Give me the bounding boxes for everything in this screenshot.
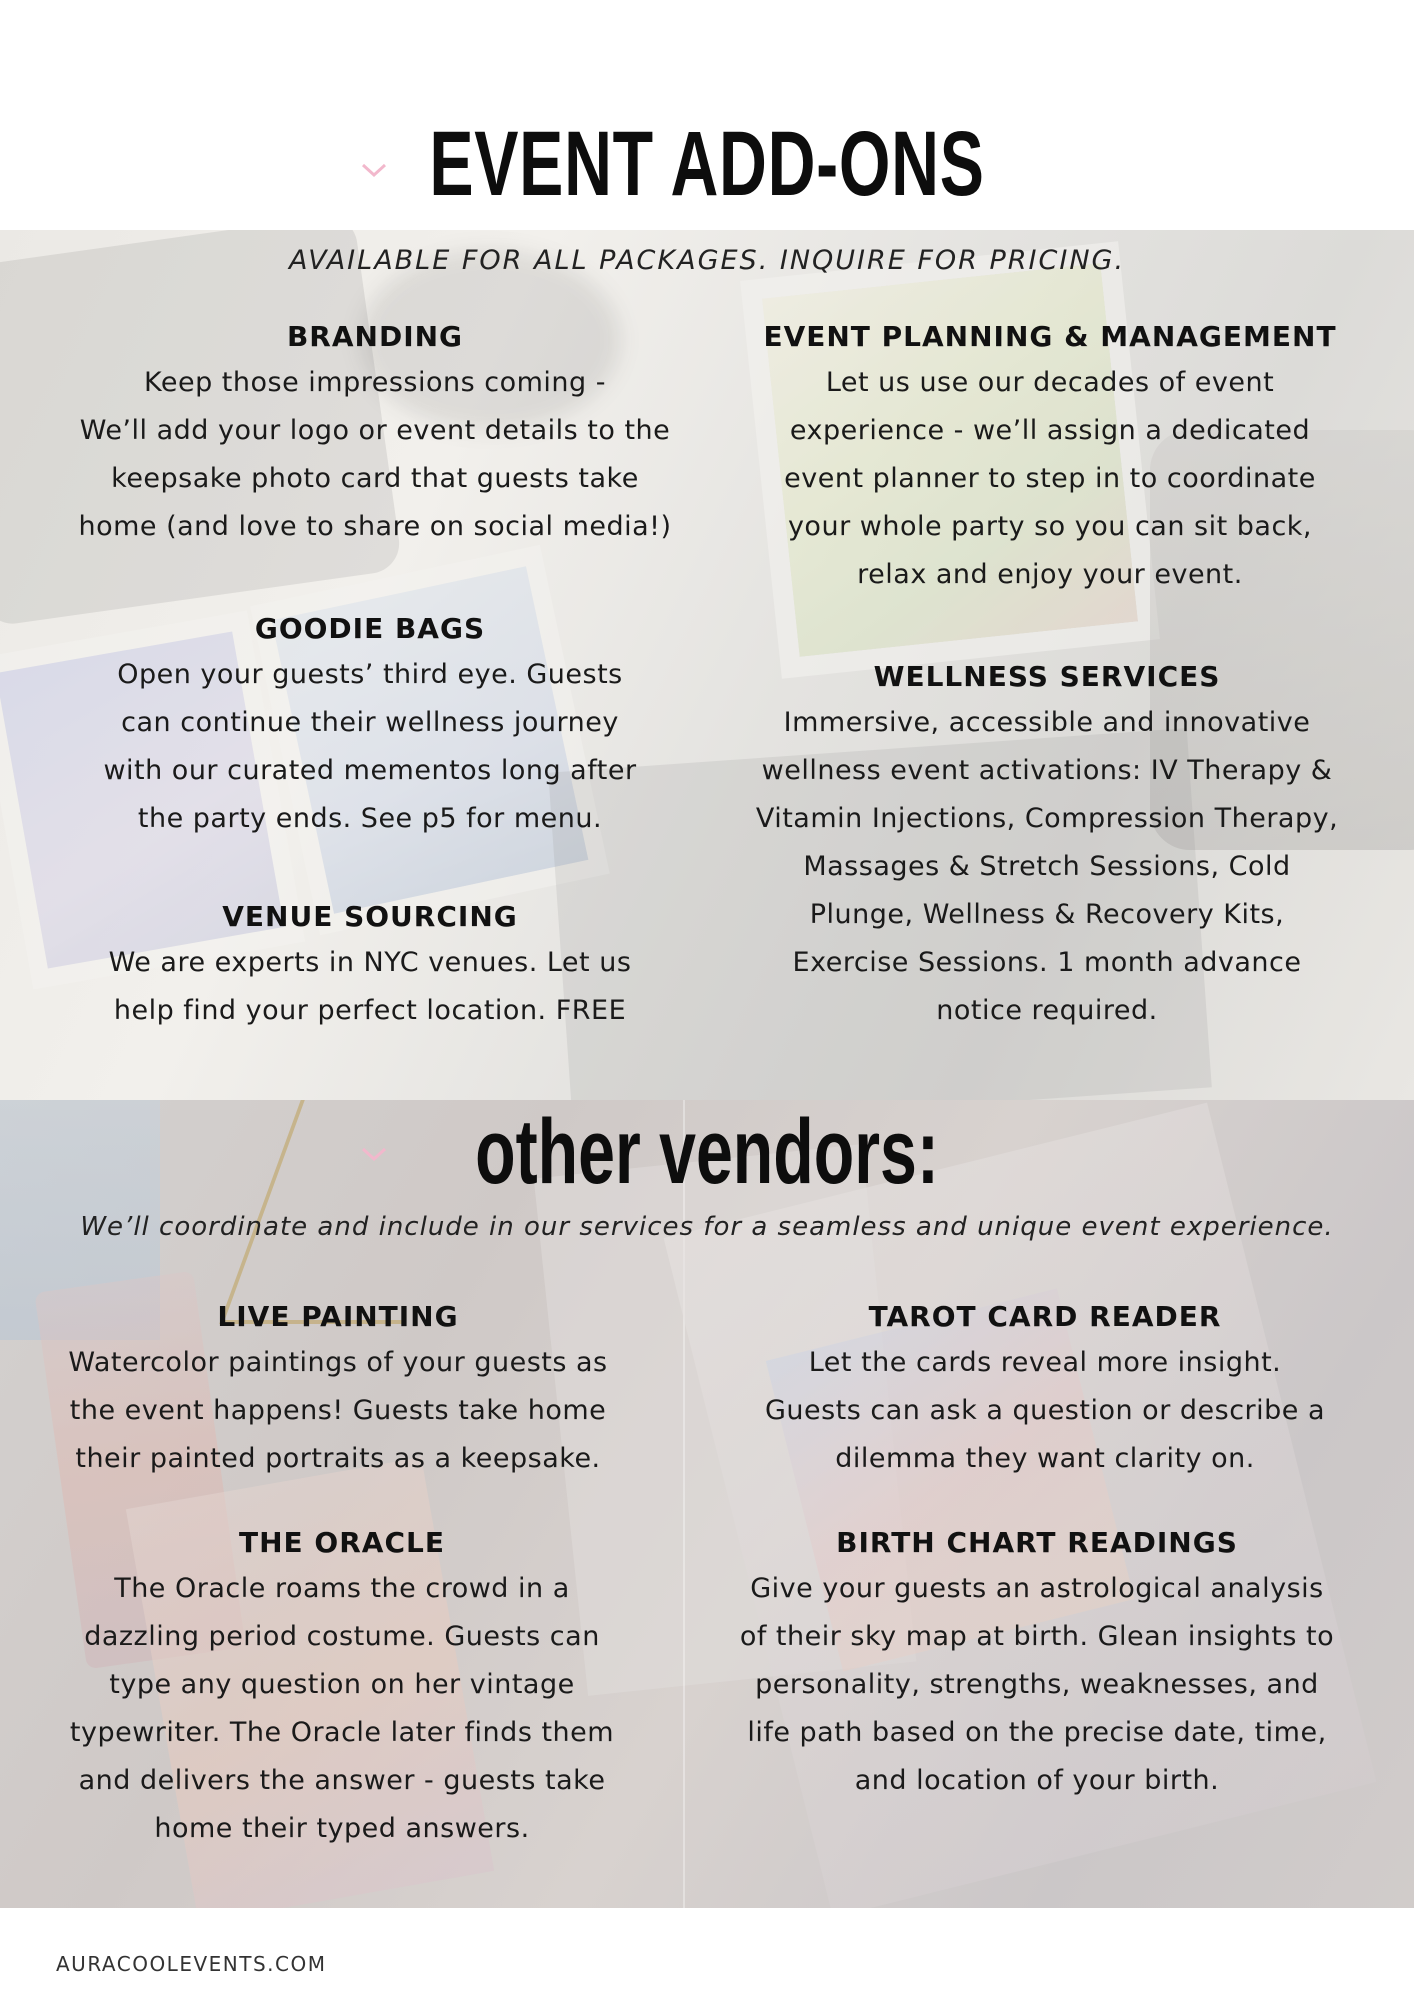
vendor-the-oracle bbox=[42, 1526, 642, 1853]
addon-line: Keep those impressions coming - bbox=[143, 367, 606, 398]
vendor-line: home their typed answers. bbox=[154, 1813, 530, 1844]
addon-line: Open your guests’ third eye. Guests bbox=[117, 659, 623, 690]
vendor-line: the event happens! Guests take home bbox=[69, 1395, 607, 1426]
addon-line: home (and love to share on social media!) bbox=[78, 511, 672, 542]
vendor-heading: TAROT CARD READER bbox=[868, 1300, 1222, 1333]
addon-line: Massages & Stretch Sessions, Cold bbox=[803, 851, 1291, 882]
addon-line: wellness event activations: IV Therapy & bbox=[761, 755, 1333, 786]
vendor-line: Let the cards reveal more insight. bbox=[808, 1347, 1282, 1378]
vendor-line: their painted portraits as a keepsake. bbox=[75, 1443, 601, 1474]
addon-branding bbox=[55, 320, 695, 551]
vendor-heading: BIRTH CHART READINGS bbox=[836, 1526, 1238, 1559]
addon-heading: BRANDING bbox=[286, 320, 464, 353]
addon-venue-sourcing bbox=[55, 900, 685, 1035]
addon-line: Immersive, accessible and innovative bbox=[783, 707, 1311, 738]
addon-line: relax and enjoy your event. bbox=[857, 559, 1243, 590]
vendor-line: The Oracle roams the crowd in a bbox=[114, 1573, 570, 1604]
vendor-line: type any question on her vintage bbox=[109, 1669, 575, 1700]
addon-event-planning bbox=[730, 320, 1370, 599]
vendor-line: typewriter. The Oracle later finds them bbox=[69, 1717, 615, 1748]
addon-line: help find your perfect location. FREE bbox=[113, 995, 627, 1026]
vendor-line: dazzling period costume. Guests can bbox=[84, 1621, 600, 1652]
addon-line: experience - we’ll assign a dedicated bbox=[789, 415, 1311, 446]
vendor-line: dilemma they want clarity on. bbox=[835, 1443, 1255, 1474]
addon-line: keepsake photo card that guests take bbox=[111, 463, 639, 494]
vendors-subtitle: We’ll coordinate and include in our services for a seamless and unique event experience. bbox=[80, 1212, 1334, 1242]
addon-line: the party ends. See p5 for menu. bbox=[137, 803, 603, 834]
vendor-heading: THE ORACLE bbox=[239, 1526, 445, 1559]
addon-wellness-services bbox=[722, 660, 1372, 1035]
addon-line: We’ll add your logo or event details to the bbox=[79, 415, 671, 446]
addon-line: Let us use our decades of event bbox=[825, 367, 1275, 398]
vendor-line: and delivers the answer - guests take bbox=[78, 1765, 606, 1796]
vendor-line: life path based on the precise date, time, bbox=[747, 1717, 1327, 1748]
page-title: EVENT ADD-ONS bbox=[429, 113, 985, 215]
footer-website: AURACOOLEVENTS.COM bbox=[56, 1952, 327, 1976]
vendor-live-painting bbox=[38, 1300, 638, 1483]
addon-heading: WELLNESS SERVICES bbox=[873, 660, 1221, 693]
addon-line: Exercise Sessions. 1 month advance bbox=[792, 947, 1302, 978]
vendor-line: and location of your birth. bbox=[854, 1765, 1220, 1796]
addon-line: We are experts in NYC venues. Let us bbox=[108, 947, 632, 978]
addon-line: with our curated mementos long after bbox=[103, 755, 637, 786]
addon-line: can continue their wellness journey bbox=[121, 707, 619, 738]
addon-line: notice required. bbox=[936, 995, 1158, 1026]
vendor-heading: LIVE PAINTING bbox=[217, 1300, 459, 1333]
section-title: other vendors: bbox=[475, 1101, 939, 1203]
addon-heading: VENUE SOURCING bbox=[222, 900, 518, 933]
vendor-birth-chart-readings bbox=[712, 1526, 1362, 1805]
vendor-line: Guests can ask a question or describe a bbox=[764, 1395, 1326, 1426]
vendor-line: Give your guests an astrological analysis bbox=[750, 1573, 1324, 1604]
addon-heading: GOODIE BAGS bbox=[254, 612, 486, 645]
vendor-line: personality, strengths, weaknesses, and bbox=[755, 1669, 1319, 1700]
vendor-line: of their sky map at birth. Glean insights to bbox=[739, 1621, 1335, 1652]
addon-line: your whole party so you can sit back, bbox=[787, 511, 1313, 542]
addon-line: Vitamin Injections, Compression Therapy, bbox=[755, 803, 1339, 834]
addon-line: Plunge, Wellness & Recovery Kits, bbox=[809, 899, 1285, 930]
vendor-tarot-card-reader bbox=[725, 1300, 1365, 1483]
addon-goodie-bags bbox=[55, 612, 685, 843]
addon-line: event planner to step in to coordinate bbox=[784, 463, 1316, 494]
addons-subtitle: AVAILABLE FOR ALL PACKAGES. INQUIRE FOR PRICING. bbox=[288, 245, 1126, 276]
addon-heading: EVENT PLANNING & MANAGEMENT bbox=[763, 320, 1337, 353]
vendor-line: Watercolor paintings of your guests as bbox=[68, 1347, 608, 1378]
